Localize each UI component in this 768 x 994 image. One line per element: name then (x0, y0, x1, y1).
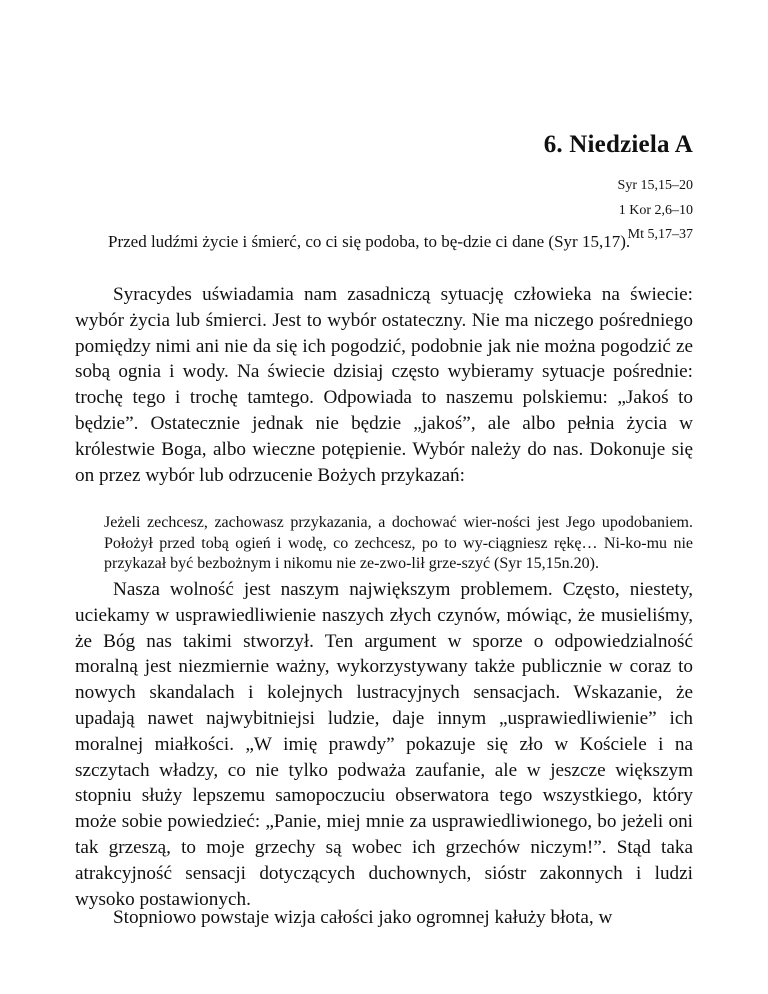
motto-quote: Przed ludźmi życie i śmierć, co ci się podoba, to bę-dzie ci dane (Syr 15,17). (108, 232, 631, 251)
page-title: 6. Niedziela A (543, 131, 693, 158)
paragraph-3: Stopniowo powstaje wizja całości jako ogromnej kałuży błota, w (113, 907, 613, 928)
scripture-reference: Syr 15,15–20 (617, 178, 693, 193)
scripture-reference: Mt 5,17–37 (627, 227, 693, 242)
block-quote: Jeżeli zechcesz, zachowasz przykazania, a dochować wier-ności jest Jego upodobaniem. Położył przed tobą ogień i wodę, co zechcesz, po to wy-ciągniesz rękę… Ni-ko-mu nie przykazał być bezbożnym i nikomu nie ze-zwo-lił grze-szyć (Syr 15,15n.20). (104, 514, 693, 573)
paragraph-1: Syracydes uświadamia nam zasadniczą sytuację człowieka na świecie: wybór życia lub śmierci. Jest to wybór ostateczny. Nie ma niczego pośredniego pomiędzy nimi ani nie da się ich pogodzić, podobnie jak nie można pogodzić ze sobą ognia i wody. Na świecie dzisiaj często wybieramy sytuacje pośrednie: trochę tego i trochę tamtego. Odpowiada to naszemu polskiemu: „Jakoś to będzie”. Ostatecznie jednak nie będzie „jakoś”, ale albo pełnia życia w królestwie Boga, albo wieczne potępienie. Wybór należy do nas. Dokonuje się on przez wybór lub odrzucenie Bożych przykazań: (75, 284, 693, 486)
paragraph-2: Nasza wolność jest naszym największym problemem. Często, niestety, uciekamy w usprawiedliwienie naszych złych czynów, mówiąc, że musieliśmy, że Bóg nas takimi stworzył. Ten argument w sporze o odpowiedzialność moralną jest niezmiernie ważny, wykorzystywany także publicznie w coraz to nowych skandalach i kolejnych lustracyjnych sensacjach. Wskazanie, że upadają nawet najwybitniejsi ludzie, daje innym „usprawiedliwienie” ich moralnej miałkości. „W imię prawdy” pokazuje się zło w Kościele i na szczytach władzy, co nie tylko podważa zaufanie, ale w jeszcze większym stopniu służy lepszemu samopoczuciu obserwatora tego wszystkiego, który może sobie powiedzieć: „Panie, miej mnie za usprawiedliwionego, bo jeżeli oni tak grzeszą, to moje grzechy są wobec ich grzechów niczym!”. Stąd taka atrakcyjność sensacji dotyczących duchownych, sióstr zakonnych i ludzi wysoko postawionych. (75, 579, 693, 910)
scripture-reference: 1 Kor 2,6–10 (618, 202, 693, 218)
